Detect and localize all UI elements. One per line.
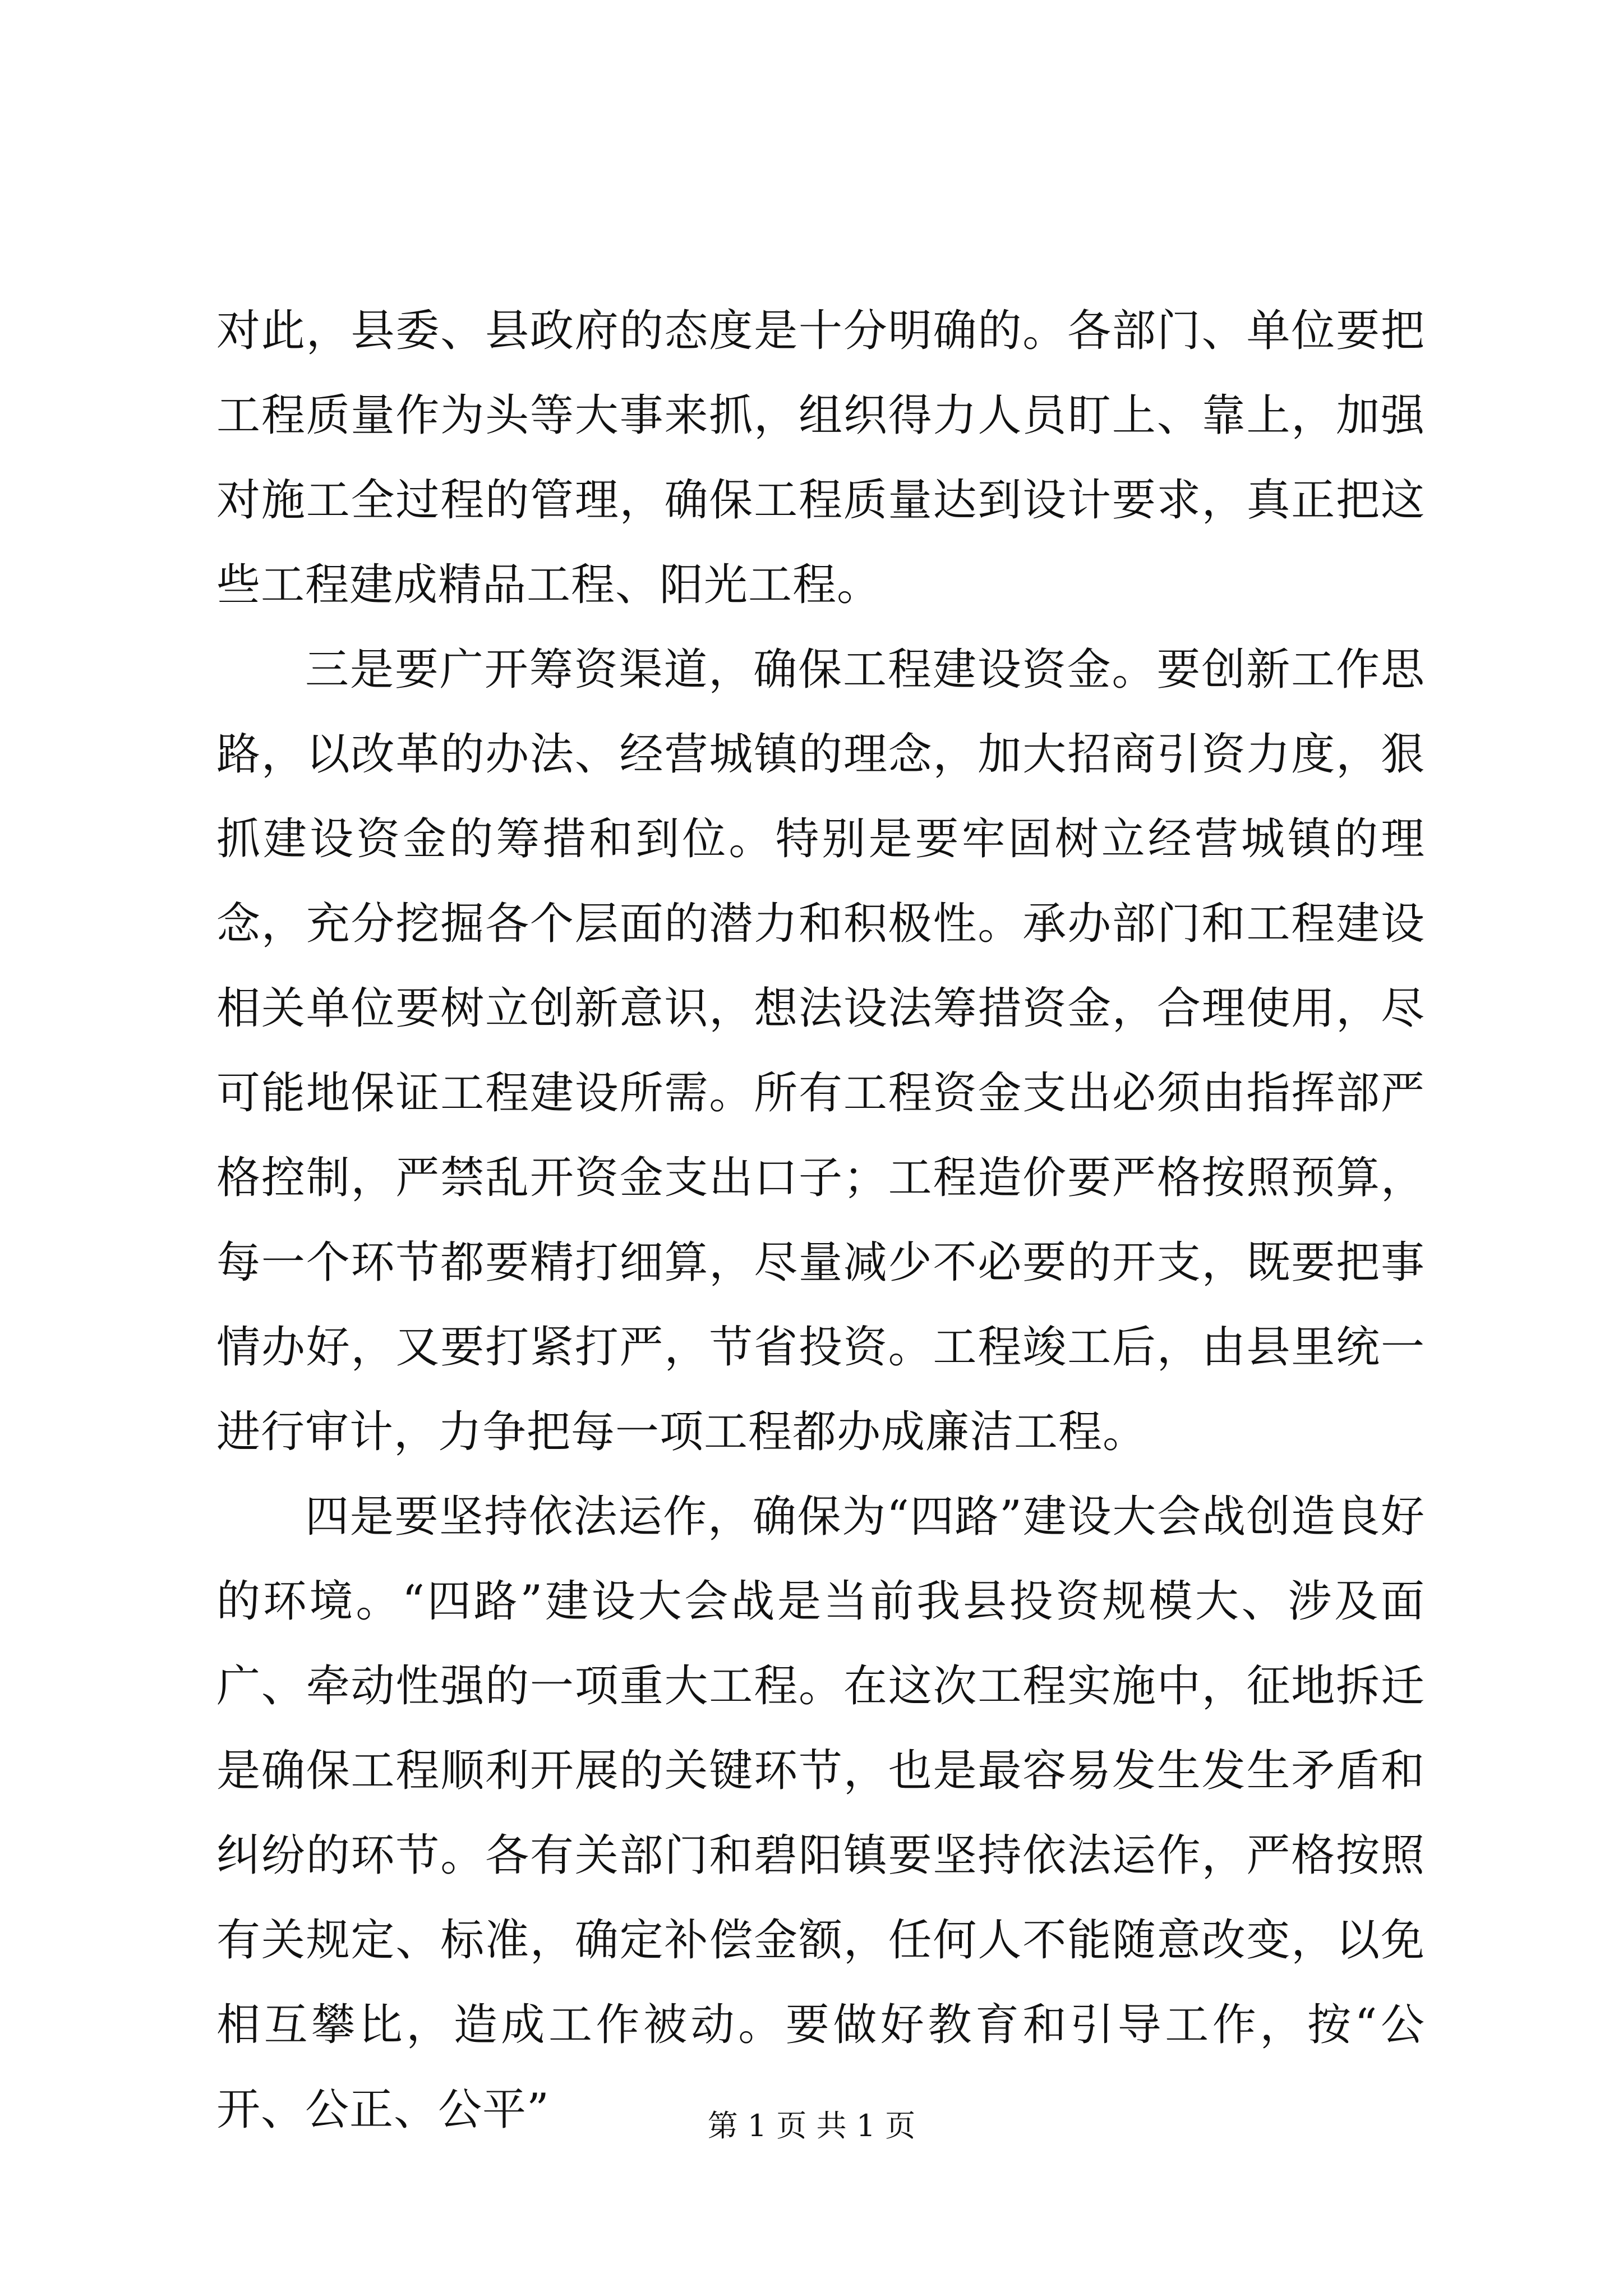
- document-body: [216, 289, 1425, 2152]
- paragraph-3: 四是要坚持依法运作，确保为“四路”建设大会战创造良好的环境。“四路”建设大会战是当前我县投资规模大、涉及面广、牵动性强的一项重大工程。在这次工程实施中，征地拆迁是确保工程顺利开展的关键环节，也是最容易发生发生矛盾和纠纷的环节。各有关部门和碧阳镇要坚持依法运作，严格按照有关规定、标准，确定补偿金额，任何人不能随意改变，以免相互攀比，造成工作被动。要做好教育和引导工作，按“公开、公正、公平”: [216, 1492, 1425, 2135]
- paragraph-1: 对此，县委、县政府的态度是十分明确的。各部门、单位要把工程质量作为头等大事来抓，组织得力人员盯上、靠上，加强对施工全过程的管理，确保工程质量达到设计要求，真正把这些工程建成精品工程、阳光工程。: [216, 306, 1425, 610]
- page-footer: 第 1 页 共 1 页: [707, 2108, 916, 2143]
- paragraph-2: 三是要广开筹资渠道，确保工程建设资金。要创新工作思路，以改革的办法、经营城镇的理念，加大招商引资力度，狠抓建设资金的筹措和到位。特别是要牢固树立经营城镇的理念，充分挖掘各个层面的潜力和积极性。承办部门和工程建设相关单位要树立创新意识，想法设法筹措资金，合理使用，尽可能地保证工程建设所需。所有工程资金支出必须由指挥部严格控制，严禁乱开资金支出口子；工程造价要严格按照预算，每一个环节都要精打细算，尽量减少不必要的开支，既要把事情办好，又要打紧打严，节省投资。工程竣工后，由县里统一进行审计，力争把每一项工程都办成廉洁工程。: [216, 645, 1425, 1457]
